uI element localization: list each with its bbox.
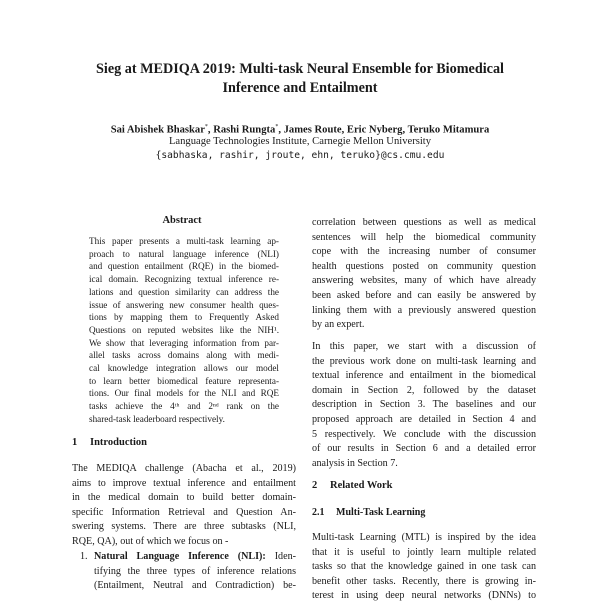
subsection-title: Multi-Task Learning <box>336 507 426 518</box>
body-line: domain in Section 2, followed by the dataset <box>312 384 536 396</box>
body-line: textual inference and entailment in the biomedical <box>312 370 536 382</box>
body-line: proposed approach are detailed in Section 4 and <box>312 413 536 425</box>
abstract-line: We show that leveraging information from par- <box>89 337 279 348</box>
subsection-heading-multitask <box>312 506 425 520</box>
section-number: 2 <box>312 480 318 491</box>
body-line: answering websites, many of which have already <box>312 275 536 287</box>
author-name: Sai Abishek Bhaskar <box>110 124 205 136</box>
paper-title <box>40 60 560 98</box>
author-name: James Route <box>283 124 342 136</box>
section-heading-introduction <box>72 436 147 450</box>
body-line: by an expert. <box>312 319 365 331</box>
title-line-1: Sieg at MEDIQA 2019: Multi-task Neural Ensemble for Biomedical <box>95 61 504 77</box>
right-paragraph-1 <box>312 216 536 333</box>
multitask-body <box>312 531 536 604</box>
body-line: sentences will help the biomedical community <box>312 231 536 243</box>
body-line: of our results in Section 6 and a detailed error <box>312 443 536 455</box>
abstract-line: tions. Our final models for the NLI and RQE <box>89 388 279 399</box>
body-line: tasks so that the knowledge gained in one task can <box>312 561 536 573</box>
abstract-line: cal knowledge integration allows our model <box>89 363 279 374</box>
abstract-line: Questions on reputed websites like the NIH¹. <box>89 324 279 335</box>
abstract-line: proach to natural language inference (NLI) <box>89 248 279 259</box>
body-line: 5 respectively. We conclude with the discussion <box>312 428 536 440</box>
body-line: linking them with a previously answered question <box>312 304 536 316</box>
author-mark: * <box>204 124 208 130</box>
section-number: 1 <box>72 437 78 448</box>
affiliation: Language Technologies Institute, Carnegie Mellon University <box>168 136 432 147</box>
author-name: Rashi Rungta <box>213 124 276 136</box>
body-line: analysis in Section 7. <box>312 457 398 469</box>
abstract-line: to learn better biomedical feature representa- <box>89 375 279 386</box>
body-line: benefit other tasks. Recently, there is growing in- <box>312 575 536 587</box>
body-line: terest in using deep neural networks (DNNs) to <box>312 590 536 602</box>
body-line: been asked before and can easily be answered by <box>312 289 536 301</box>
section-title: Related Work <box>330 480 393 491</box>
intro-line: specific Information Retrieval and Question An- <box>72 506 296 518</box>
list-bold-label: Natural Language Inference (NLI): <box>94 551 266 562</box>
introduction-body <box>72 462 296 550</box>
abstract-line: allel tasks across domains along with medi- <box>89 350 279 361</box>
abstract-line: lations and question similarity can address the <box>89 286 279 297</box>
body-line: health questions posted on community question <box>312 260 536 272</box>
body-line: correlation between questions as well as medical <box>312 217 536 228</box>
body-line: description in Section 3. The baselines and our <box>312 399 536 411</box>
section-title: Introduction <box>90 437 147 448</box>
list-line: (Entailment, Neutral and Contradiction) be- <box>94 580 296 592</box>
body-line: the previous work done on multi-task learning and <box>312 355 536 367</box>
abstract-heading: Abstract <box>162 215 202 226</box>
intro-line: RQE, QA), out of which we focus on - <box>72 535 229 547</box>
list-line: Natural Language Inference (NLI): Iden- <box>94 551 296 562</box>
abstract-body <box>89 235 279 426</box>
author-name: Teruko Mitamura <box>407 124 490 136</box>
right-paragraph-2 <box>312 340 536 471</box>
abstract-line: ical domain. Recognizing textual inference re- <box>89 274 279 285</box>
intro-line: The MEDIQA challenge (Abacha et al., 2019) <box>72 463 296 474</box>
body-line: cope with the increasing number of consumer <box>312 246 536 258</box>
intro-line: in the medical domain to build better domain- <box>72 492 296 504</box>
body-line: Multi-task Learning (MTL) is inspired by the idea <box>312 532 536 543</box>
abstract-line: This paper presents a multi-task learning ap- <box>89 236 279 246</box>
list-line: tifying the three types of inference relations <box>94 565 296 577</box>
body-line: that it is useful to jointly learn multiple related <box>312 546 536 558</box>
abstract-line: tions by mapping them to Frequently Asked <box>89 312 279 323</box>
section-heading-related-work <box>312 479 393 493</box>
author-name: Eric Nyberg <box>346 124 403 136</box>
abstract-line: and question entailment (RQE) in the biomed- <box>89 261 279 272</box>
abstract-line: tasks achieve the 4ᵗʰ and 2ⁿᵈ rank on the <box>89 401 279 412</box>
author-list: Sai Abishek Bhaskar*, Rashi Rungta*, James Route, Eric Nyberg, Teruko Mitamura <box>110 124 490 136</box>
abstract-line: issue of answering new consumer health ques- <box>89 299 279 310</box>
intro-line: swering systems. There are three subtasks (NLI, <box>72 521 296 533</box>
author-mark: * <box>275 124 279 130</box>
list-marker: 1. <box>80 551 88 562</box>
intro-line: aims to improve textual inference and entailment <box>72 477 296 489</box>
title-line-2: Inference and Entailment <box>222 80 378 96</box>
abstract-line: shared-task leaderboard respectively. <box>89 413 225 424</box>
author-emails: {sabhaska, rashir, jroute, ehn, teruko}@cs.cmu.edu <box>155 150 445 161</box>
body-line: In this paper, we start with a discussion of <box>312 341 536 352</box>
subsection-number: 2.1 <box>312 507 325 518</box>
